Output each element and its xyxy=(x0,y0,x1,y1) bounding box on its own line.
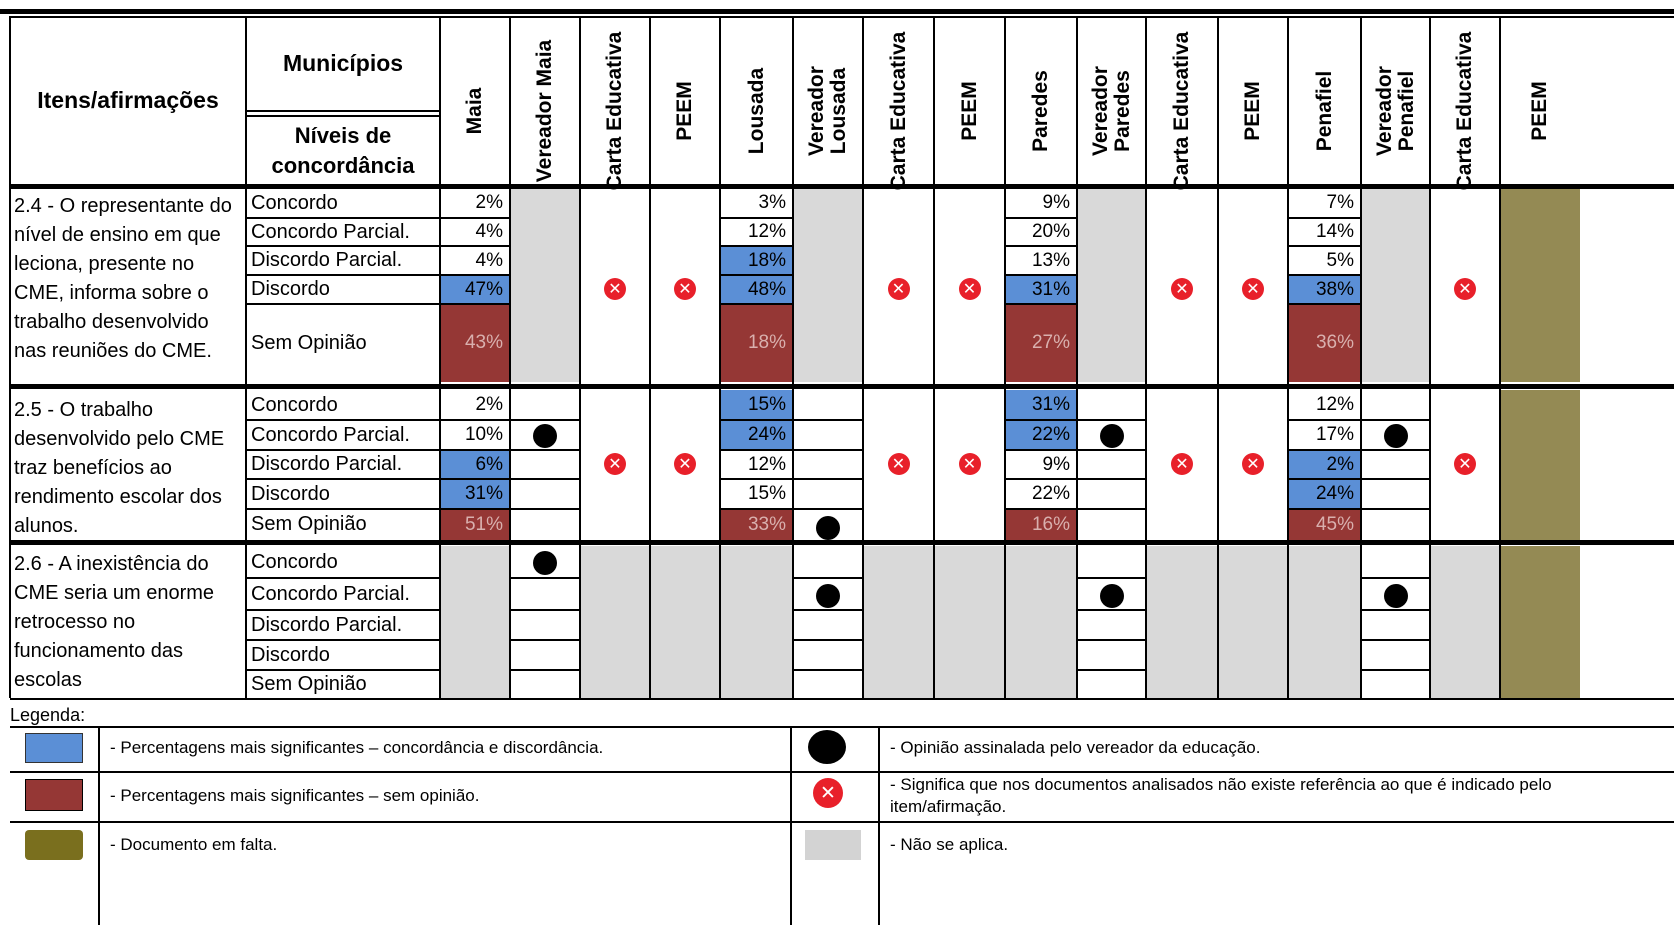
not-applicable-cell xyxy=(934,546,1005,698)
column-header: Carta Educativa xyxy=(886,31,910,191)
column-header: Lousada xyxy=(744,67,768,155)
no-reference-icon xyxy=(1242,278,1264,300)
legend-gray-text: - Não se aplica. xyxy=(890,835,1009,854)
column-header: PEEM xyxy=(1241,81,1264,141)
column-header: Carta Educativa xyxy=(603,31,626,191)
column-header: Paredes xyxy=(1029,70,1052,152)
percentage-cell: 22% xyxy=(1005,420,1077,450)
column-header: Vereador Lousada xyxy=(805,66,850,156)
percentage-cell: 5% xyxy=(1326,249,1354,271)
no-reference-icon xyxy=(674,278,696,300)
percentage-cell: 9% xyxy=(1042,192,1070,213)
percentage-cell: 31% xyxy=(1005,275,1077,304)
column-header: Carta Educativa xyxy=(1453,31,1476,191)
item-text: 2.5 - O trabalho desenvolvido pelo CME traz benefícios ao rendimento escolar dos alunos. xyxy=(14,399,225,537)
missing-document-cell xyxy=(1500,390,1580,540)
percentage-cell: 2% xyxy=(1288,450,1361,479)
legend-cross-text: - Significa que nos documentos analisados não existe referência ao que é indicado pelo item/afirmação. xyxy=(890,775,1552,816)
level-label: Sem Opinião xyxy=(251,331,367,354)
niveis-header: Níveis de concordância xyxy=(271,123,415,178)
councillor-opinion-dot xyxy=(1384,424,1408,448)
not-applicable-cell xyxy=(1430,546,1500,698)
cross-glyph: ✕ xyxy=(608,454,622,473)
missing-document-cell xyxy=(1500,546,1580,698)
no-reference-icon xyxy=(1454,278,1476,300)
percentage-cell: 2% xyxy=(475,192,503,213)
not-applicable-cell xyxy=(1077,188,1146,382)
councillor-opinion-dot xyxy=(1100,584,1124,608)
cross-glyph: ✕ xyxy=(891,454,906,473)
no-reference-icon xyxy=(888,278,910,300)
column-header: Penafiel xyxy=(1312,70,1336,152)
level-label: Sem Opinião xyxy=(251,672,367,695)
percentage-cell: 24% xyxy=(1288,479,1361,509)
percentage-cell: 47% xyxy=(440,275,510,304)
no-reference-icon xyxy=(1454,453,1476,475)
legend-cross-icon xyxy=(813,778,843,808)
column-header: Vereador Maia xyxy=(533,39,556,183)
level-label: Concordo Parcial. xyxy=(251,220,410,243)
percentage-cell: 38% xyxy=(1288,275,1361,304)
legend-dot-text: - Opinião assinalada pelo vereador da educação. xyxy=(890,738,1261,757)
level-label: Discordo Parcial. xyxy=(251,249,403,271)
cross-glyph: ✕ xyxy=(678,279,692,298)
no-reference-icon xyxy=(604,453,626,475)
percentage-cell: 36% xyxy=(1288,304,1361,382)
legend-gray-swatch xyxy=(805,830,861,860)
percentage-cell: 17% xyxy=(1315,424,1354,445)
percentage-cell: 18% xyxy=(720,304,793,382)
percentage-cell: 7% xyxy=(1326,192,1354,213)
legend-title: Legenda: xyxy=(10,705,86,725)
level-label: Discordo xyxy=(251,278,330,300)
percentage-cell: 27% xyxy=(1005,304,1077,382)
percentage-cell: 4% xyxy=(475,249,503,271)
percentage-cell: 31% xyxy=(440,479,510,509)
level-label: Discordo Parcial. xyxy=(251,453,403,475)
items-header: Itens/afirmações xyxy=(37,86,219,113)
no-reference-icon xyxy=(888,453,910,475)
level-label: Concordo xyxy=(251,550,338,573)
cross-glyph: ✕ xyxy=(1458,279,1472,298)
legend-red-swatch xyxy=(25,779,83,811)
percentage-cell: 33% xyxy=(720,509,793,540)
legend-red-text: - Percentagens mais significantes – sem opinião. xyxy=(110,786,480,805)
percentage-cell: 2% xyxy=(475,394,503,415)
cross-glyph: ✕ xyxy=(962,279,977,298)
not-applicable-cell xyxy=(510,188,580,382)
percentage-cell: 15% xyxy=(747,483,786,504)
cross-glyph: ✕ xyxy=(608,279,622,298)
councillor-opinion-dot xyxy=(533,424,557,448)
percentage-cell: 13% xyxy=(1031,249,1070,271)
not-applicable-cell xyxy=(720,546,793,698)
not-applicable-cell xyxy=(440,546,510,698)
level-label: Discordo xyxy=(251,643,330,666)
no-reference-icon xyxy=(1242,453,1264,475)
percentage-cell: 12% xyxy=(747,221,786,242)
column-header: Carta Educativa xyxy=(1170,31,1193,191)
cross-glyph: ✕ xyxy=(962,454,977,473)
percentage-cell: 20% xyxy=(1031,221,1070,242)
percentage-cell: 15% xyxy=(720,390,793,420)
cross-glyph: ✕ xyxy=(1175,279,1189,298)
level-label: Discordo Parcial. xyxy=(251,613,403,636)
column-header: PEEM xyxy=(673,81,696,141)
percentage-cell: 22% xyxy=(1031,483,1070,504)
column-header: PEEM xyxy=(957,81,981,141)
councillor-opinion-dot xyxy=(533,551,557,575)
level-label: Concordo xyxy=(251,393,338,416)
not-applicable-cell xyxy=(793,188,863,382)
councillor-opinion-dot xyxy=(1384,584,1408,608)
percentage-cell: 51% xyxy=(440,509,510,540)
item-text: 2.4 - O representante do nível de ensino em que leciona, presente no CME, informa sobre o trabalho desenvolvido nas reuniões do CME. xyxy=(14,195,232,362)
percentage-cell: 45% xyxy=(1288,509,1361,540)
no-reference-icon xyxy=(959,278,981,300)
percentage-cell: 43% xyxy=(440,304,510,382)
percentage-cell: 16% xyxy=(1005,509,1077,540)
level-label: Discordo xyxy=(251,482,330,505)
legend-olive-swatch xyxy=(25,830,83,860)
no-reference-icon xyxy=(959,453,981,475)
councillor-opinion-dot xyxy=(1100,424,1124,448)
cross-glyph: ✕ xyxy=(820,782,836,804)
not-applicable-cell xyxy=(1288,546,1361,698)
cross-glyph: ✕ xyxy=(891,279,906,298)
column-header: Vereador Penafiel xyxy=(1372,66,1418,156)
percentage-cell: 6% xyxy=(440,450,510,479)
no-reference-icon xyxy=(1171,278,1193,300)
legend-dot-icon xyxy=(808,730,846,764)
percentage-cell: 3% xyxy=(758,192,786,213)
not-applicable-cell xyxy=(863,546,934,698)
not-applicable-cell xyxy=(580,546,650,698)
no-reference-icon xyxy=(604,278,626,300)
no-reference-icon xyxy=(674,453,696,475)
percentage-cell: 4% xyxy=(475,221,503,242)
legend-blue-swatch xyxy=(25,733,83,763)
percentage-cell: 48% xyxy=(720,275,793,304)
level-label: Sem Opinião xyxy=(251,513,367,535)
not-applicable-cell xyxy=(1361,188,1430,382)
cross-glyph: ✕ xyxy=(1246,454,1260,473)
legend-blue-text: - Percentagens mais significantes – concordância e discordância. xyxy=(110,738,604,757)
councillor-opinion-dot xyxy=(816,516,840,540)
top-rule xyxy=(0,9,1674,14)
percentage-cell: 10% xyxy=(464,424,503,445)
municipios-header: Municípios xyxy=(282,49,404,76)
not-applicable-cell xyxy=(1218,546,1288,698)
cross-glyph: ✕ xyxy=(1175,454,1189,473)
level-label: Concordo Parcial. xyxy=(251,423,410,446)
councillor-opinion-dot xyxy=(816,584,840,608)
column-header: PEEM xyxy=(1528,81,1551,141)
percentage-cell: 31% xyxy=(1005,390,1077,420)
column-header: Maia xyxy=(463,87,486,135)
level-label: Concordo xyxy=(251,191,338,214)
cross-glyph: ✕ xyxy=(1246,279,1260,298)
item-text: 2.6 - A inexistência do CME seria um enorme retrocesso no funcionamento das escolas xyxy=(14,553,215,691)
cross-glyph: ✕ xyxy=(678,454,692,473)
cross-glyph: ✕ xyxy=(1458,454,1472,473)
not-applicable-cell xyxy=(1146,546,1218,698)
level-label: Concordo Parcial. xyxy=(251,582,410,605)
not-applicable-cell xyxy=(650,546,720,698)
percentage-cell: 12% xyxy=(747,453,786,475)
percentage-cell: 18% xyxy=(720,246,793,275)
column-header: Vereador Paredes xyxy=(1088,66,1134,156)
not-applicable-cell xyxy=(1005,546,1077,698)
percentage-cell: 9% xyxy=(1042,453,1070,475)
percentage-cell: 14% xyxy=(1315,221,1354,242)
legend-olive-text: - Documento em falta. xyxy=(110,835,278,854)
no-reference-icon xyxy=(1171,453,1193,475)
missing-document-cell xyxy=(1500,188,1580,382)
percentage-cell: 24% xyxy=(720,420,793,450)
percentage-cell: 12% xyxy=(1315,394,1354,415)
